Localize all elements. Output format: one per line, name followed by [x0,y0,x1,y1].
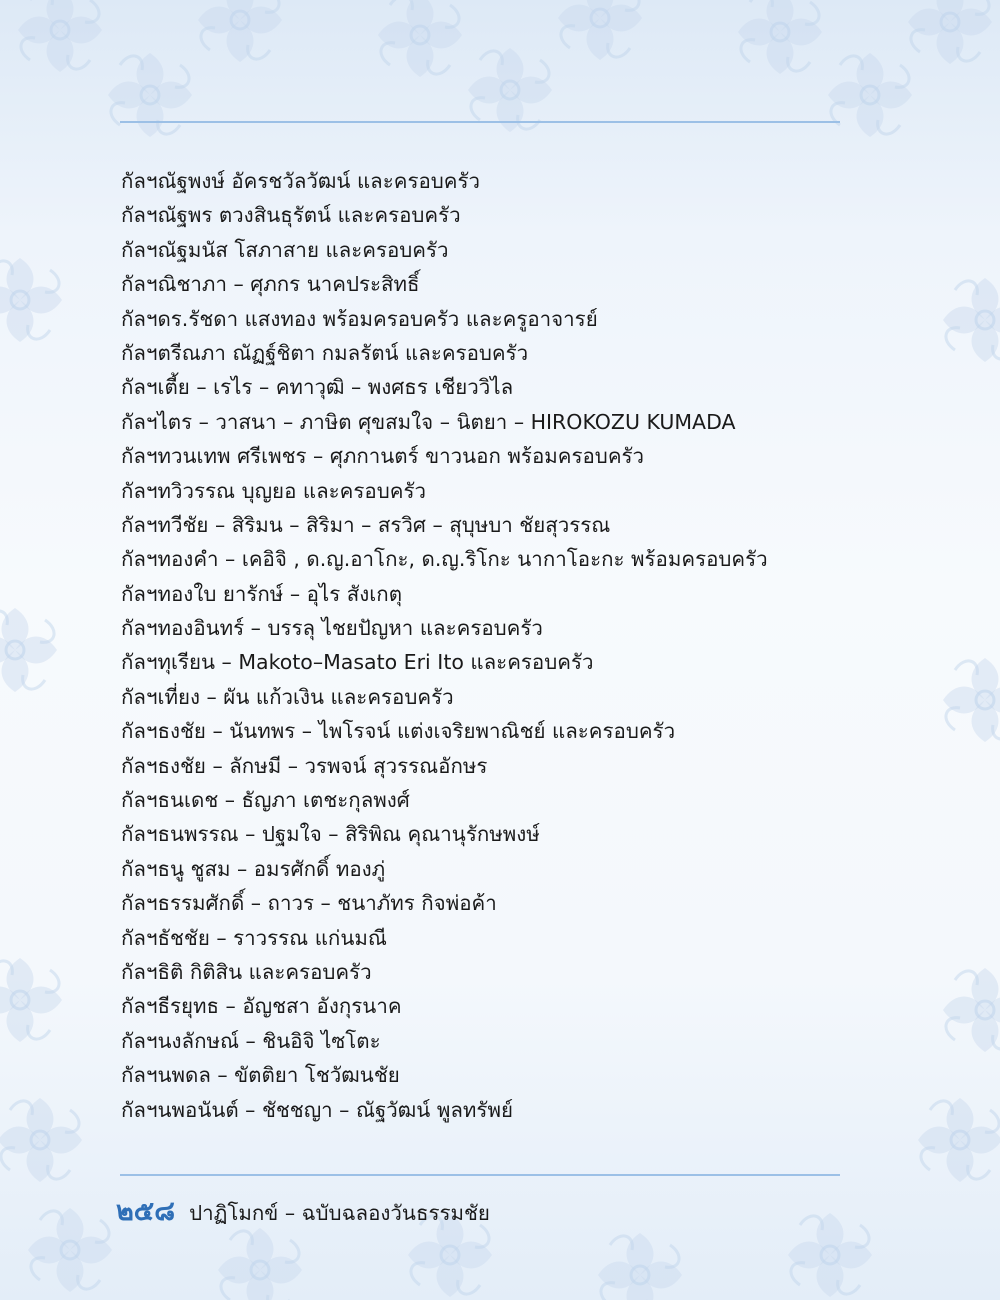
list-item: กัลฯธัชชัย – ราวรรณ แก่นมณี [121,925,387,950]
list-item: กัลฯไตร – วาสนา – ภาษิต ศุขสมใจ – นิตยา – HIROKOZU KUMADA [121,409,736,434]
list-item: กัลฯณัฐพงษ์ อัครชวัลวัฒน์ และครอบครัว [121,169,481,193]
list-item: กัลฯทวนเทพ ศรีเพชร – ศุภกานตร์ ขาวนอก พร้อมครอบครัว [121,444,645,469]
page-number: ๒๕๘ [116,1196,176,1227]
list-item: กัลฯณัฐมนัส โสภาสาย และครอบครัว [121,237,449,262]
donor-list [121,164,861,1127]
list-item: กัลฯทุเรียน – Makoto–Masato Eri Ito และครอบครัว [121,650,594,675]
list-item: กัลฯตรีณภา ณัฏฐ์ชิตา กมลรัตน์ และครอบครัว [121,340,529,365]
list-item: กัลฯนพดล – ขัตติยา โชวัฒนชัย [121,1063,400,1088]
list-item: กัลฯดร.รัชดา แสงทอง พร้อมครอบครัว และครูอาจารย์ [121,306,598,331]
list-item: กัลฯณัฐพร ตวงสินธุรัตน์ และครอบครัว [121,203,461,228]
list-item: กัลฯณิชาภา – ศุภกร นาคประสิทธิ์ [121,272,420,297]
list-item: กัลฯธรรมศักดิ์ – ถาวร – ชนาภัทร กิจพ่อค้า [121,891,497,916]
list-item: กัลฯนพอนันต์ – ชัชชญา – ณัฐวัฒน์ พูลทรัพย์ [121,1097,513,1122]
top-divider [120,121,840,123]
list-item: กัลฯทวิวรรณ บุญยอ และครอบครัว [121,478,426,503]
bottom-divider [120,1174,840,1176]
list-item: กัลฯนงลักษณ์ – ชินอิจิ ไซโตะ [121,1028,381,1053]
list-item: กัลฯธนู ชูสม – อมรศักดิ์ ทองภู่ [121,856,386,881]
top-ornament-band [18,0,992,137]
list-item: กัลฯทองอินทร์ – บรรลุ ไชยปัญหา และครอบครัว [121,616,543,641]
list-item: กัลฯทองใบ ยารักษ์ – อุไร สังเกตุ [121,581,403,606]
book-title: ปาฏิโมกข์ – ฉบับฉลองวันธรรมชัย [189,1201,490,1225]
list-item: กัลฯธิติ กิติสิน และครอบครัว [121,959,372,984]
list-item: กัลฯธนพรรณ – ปฐมใจ – สิริพิณ คุณานุรักษพงษ์ [121,822,540,847]
list-item: กัลฯธงชัย – ลักษมี – วรพจน์ สุวรรณอักษร [121,753,488,778]
list-item: กัลฯทวีชัย – สิริมน – สิริมา – สรวิศ – สุบุษบา ชัยสุวรรณ [121,512,611,537]
list-item: กัลฯธนเดช – ธัญภา เตชะกุลพงศ์ [121,788,410,813]
list-item: กัลฯธงชัย – นันทพร – ไพโรจน์ แต่งเจริยพาณิชย์ และครอบครัว [121,719,676,744]
list-item: กัลฯเตี้ย – เรไร – คทาวุฒิ – พงศธร เชียววิไล [121,375,514,400]
list-item: กัลฯธีรยุทธ – อัญชสา อังกุรนาค [121,994,402,1019]
list-item: กัลฯเที่ยง – ผัน แก้วเงิน และครอบครัว [121,684,454,709]
list-item: กัลฯทองคำ – เคอิจิ , ด.ญ.อาโกะ, ด.ญ.ริโกะ นากาโอะกะ พร้อมครอบครัว [121,547,768,572]
page-footer [116,1192,490,1232]
